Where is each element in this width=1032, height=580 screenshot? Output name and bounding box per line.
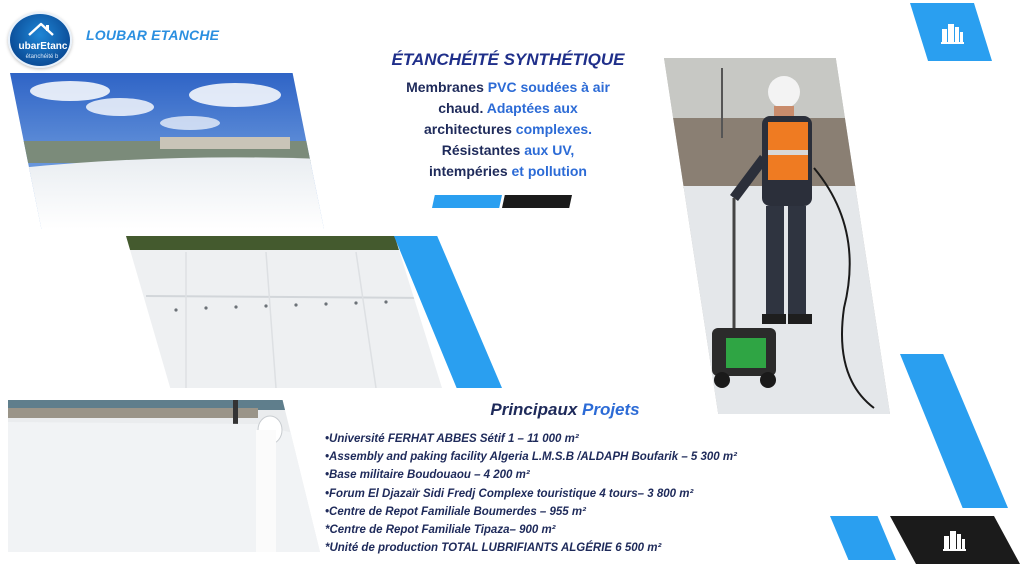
house-roof-logo-icon <box>28 22 54 36</box>
project-item: *Unité de production TOTAL LUBRIFIANTS ALGÉRIE 6 500 m² <box>325 542 662 555</box>
bottom-right-dark-block <box>890 516 1020 564</box>
top-right-accent-block <box>910 3 992 61</box>
projects-title-prefix: Principaux <box>490 400 582 419</box>
projects-title-highlight: Projets <box>582 400 640 419</box>
desc-highlight: aux UV, <box>524 142 575 158</box>
desc-part: chaud. <box>438 100 487 116</box>
project-item: •Base militaire Boudouaou – 4 200 m² <box>325 469 530 482</box>
desc-highlight: complexes. <box>515 121 593 137</box>
project-item: •Centre de Repot Familiale Boumerdes – 955 m² <box>325 505 586 518</box>
buildings-icon <box>942 528 966 552</box>
description <box>380 77 636 182</box>
photo-membrane-seams <box>126 236 442 388</box>
projects-list <box>325 430 825 557</box>
projects-title <box>440 400 690 420</box>
project-item: •Assembly and paking facility Algeria L.M.S.B /ALDAPH Boufarik – 5 300 m² <box>325 451 737 464</box>
photo-worker-welding <box>664 58 890 414</box>
desc-part: intempéries <box>429 163 512 179</box>
desc-highlight: Adaptées aux <box>486 100 578 116</box>
desc-highlight: PVC soudées à air <box>487 79 610 95</box>
photo-roof-sky <box>10 73 324 229</box>
desc-part: Membranes <box>406 79 488 95</box>
project-item: •Université FERHAT ABBES Sétif 1 – 11 000 m² <box>325 433 579 445</box>
company-logo <box>8 12 72 68</box>
divider-bar-blue <box>432 195 502 208</box>
small-blue-block <box>830 516 896 560</box>
photo-roof-roll <box>8 400 320 552</box>
accent-strip <box>900 354 1008 508</box>
page-title: ÉTANCHÉITÉ SYNTHÉTIQUE <box>391 50 625 69</box>
divider-bar-dark <box>502 195 572 208</box>
logo-subtext: étanchéité b <box>25 54 59 60</box>
logo-text: ubarEtanc <box>18 41 68 52</box>
project-item: *Centre de Repot Familiale Tipaza– 900 m² <box>325 524 556 537</box>
project-item: •Forum El Djazaïr Sidi Fredj Complexe touristique 4 tours– 3 800 m² <box>325 487 694 500</box>
desc-highlight: et pollution <box>511 163 587 179</box>
desc-part: Résistantes <box>441 142 525 158</box>
desc-part: architectures <box>423 121 516 137</box>
brand-name: LOUBAR ETANCHE <box>86 27 220 43</box>
buildings-icon <box>940 21 964 45</box>
